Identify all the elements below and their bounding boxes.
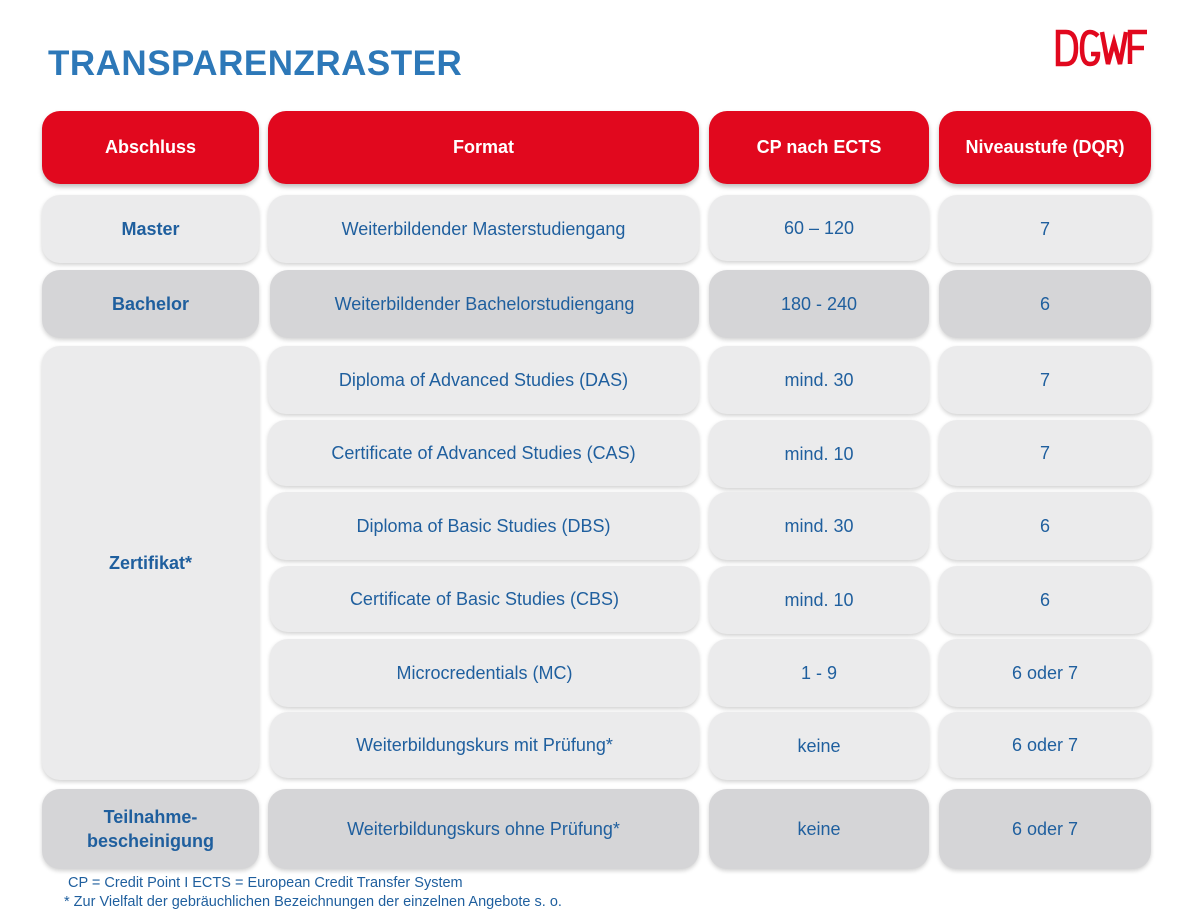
- page-title: TRANSPARENZRASTER: [48, 44, 463, 83]
- format-cell: Weiterbildender Bachelorstudiengang: [270, 270, 699, 338]
- dqr-cell: 7: [939, 346, 1151, 414]
- cp-cell: mind. 30: [709, 492, 929, 560]
- footnote-cp: CP = Credit Point I ECTS = European Credit Transfer System: [68, 875, 463, 891]
- cp-cell: mind. 10: [709, 420, 929, 488]
- group-bachelor: Bachelor: [42, 270, 259, 338]
- dqr-cell: 6 oder 7: [939, 712, 1151, 778]
- format-cell: Diploma of Basic Studies (DBS): [268, 492, 699, 560]
- dqr-cell: 7: [939, 420, 1151, 486]
- format-cell: Diploma of Advanced Studies (DAS): [268, 346, 699, 414]
- cp-cell: 180 - 240: [709, 270, 929, 338]
- header-format: Format: [268, 111, 699, 184]
- format-cell: Weiterbildungskurs mit Prüfung*: [270, 712, 699, 778]
- format-cell: Weiterbildungskurs ohne Prüfung*: [268, 789, 699, 869]
- footnote-vielfalt: * Zur Vielfalt der gebräuchlichen Bezeichnungen der einzelnen Angebote s. o.: [64, 894, 562, 910]
- cp-cell: 1 - 9: [709, 639, 929, 707]
- cp-cell: mind. 10: [709, 566, 929, 634]
- dgwf-logo: [1054, 28, 1150, 68]
- dqr-cell: 6 oder 7: [939, 639, 1151, 707]
- dqr-cell: 6: [939, 566, 1151, 634]
- header-cp-nach-ects: CP nach ECTS: [709, 111, 929, 184]
- header-abschluss: Abschluss: [42, 111, 259, 184]
- format-cell: Certificate of Advanced Studies (CAS): [268, 420, 699, 486]
- format-cell: Certificate of Basic Studies (CBS): [270, 566, 699, 632]
- dqr-cell: 7: [939, 195, 1151, 263]
- header-niveaustufe-dqr: Niveaustufe (DQR): [939, 111, 1151, 184]
- cp-cell: keine: [709, 789, 929, 869]
- dqr-cell: 6: [939, 492, 1151, 560]
- cp-cell: 60 – 120: [709, 195, 929, 261]
- dqr-cell: 6: [939, 270, 1151, 338]
- dqr-cell: 6 oder 7: [939, 789, 1151, 869]
- group-zertifikat: Zertifikat*: [42, 346, 259, 780]
- cp-cell: mind. 30: [709, 346, 929, 414]
- group-master: Master: [42, 195, 259, 263]
- group-teilnahmebescheinigung: Teilnahme- bescheinigung: [42, 789, 259, 869]
- format-cell: Weiterbildender Masterstudiengang: [268, 195, 699, 263]
- format-cell: Microcredentials (MC): [270, 639, 699, 707]
- cp-cell: keine: [709, 712, 929, 780]
